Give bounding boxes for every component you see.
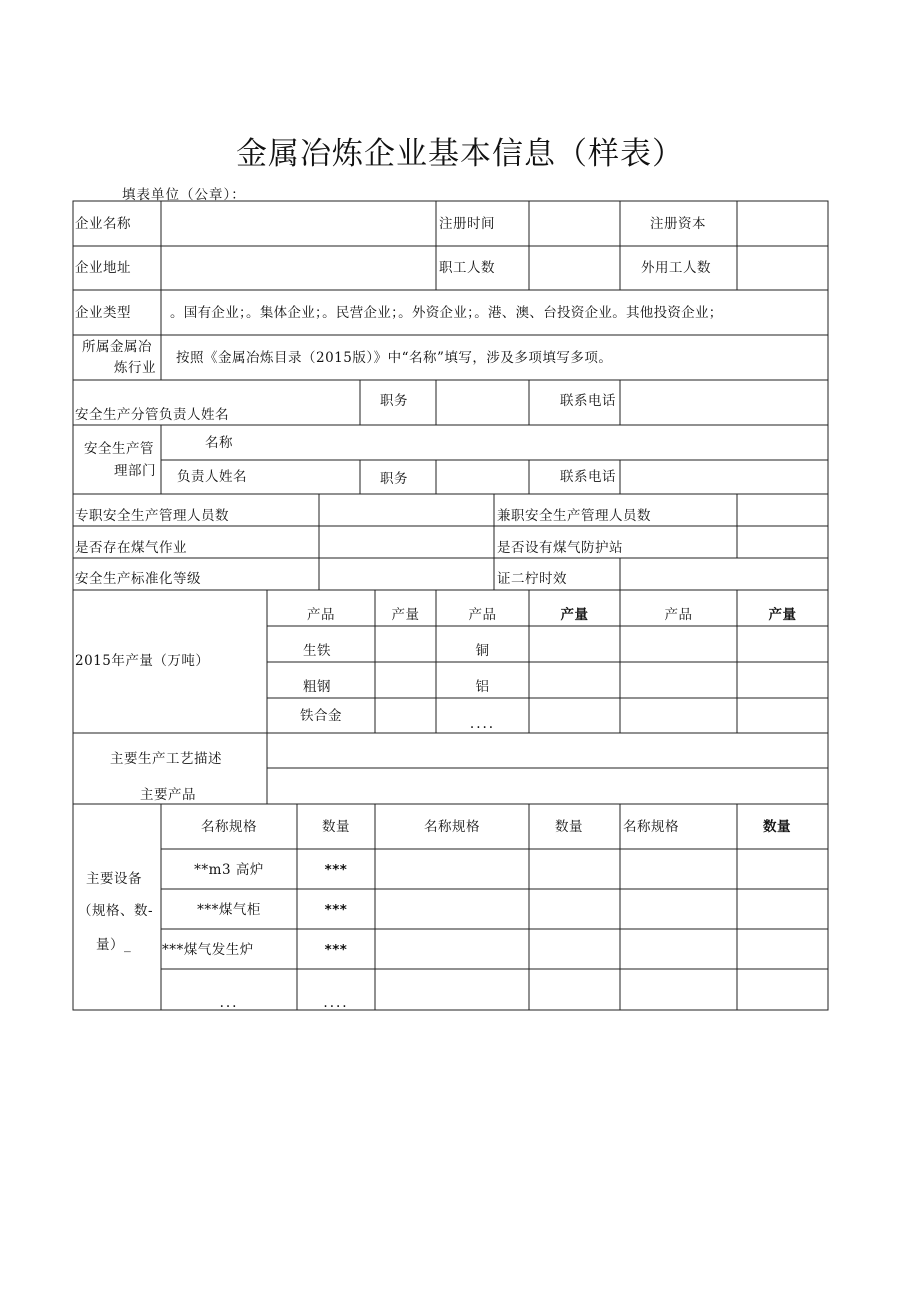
equip-item-more: ... [219,995,239,1011]
equip-header-qty-1: 数量 [322,819,350,835]
company-name-field[interactable] [162,202,435,245]
equip-header-spec-2: 名称规格 [424,819,480,835]
equip-header-qty-2: 数量 [555,819,583,835]
prod-item-more: .... [469,716,496,732]
gas-work-label: 是否存在煤气作业 [75,540,187,556]
dept-head-name-label: 负责人姓名 [177,469,247,485]
safety-head-name-label: 安全生产分管负责人姓名 [75,407,229,423]
main-products-label: 主要产品 [140,787,196,803]
equip-qty-more: .... [323,995,349,1011]
equip-item-gas-holder: ***煤气柜 [197,902,261,918]
process-description-label: 主要生产工艺描述 [110,751,222,767]
equip-header-spec-3: 名称规格 [623,819,679,835]
industry-label-line2: 炼行业 [114,360,156,376]
staff-count-label: 职工人数 [439,260,495,276]
safety-head-position-label: 职务 [380,393,408,409]
equipment-label-line2: （规格、数- [78,903,154,919]
main-products-field[interactable] [268,769,827,803]
prod-item-pig-iron: 生铁 [303,643,331,659]
parttime-safety-staff-label: 兼职安全生产管理人员数 [497,508,651,524]
company-address-label: 企业地址 [75,260,131,276]
prod-item-aluminum: 铝 [475,679,490,695]
dept-head-phone-label: 联系电话 [560,469,616,485]
prod-header-output-2: 产量 [560,607,589,623]
safety-head-phone-label: 联系电话 [560,393,616,409]
dept-head-position-label: 职务 [380,471,408,487]
equip-qty-gas-generator: *** [324,942,348,958]
standardization-level-label: 安全生产标准化等级 [75,571,201,587]
page-title: 金属冶炼企业基本信息（样表） [236,136,684,172]
equip-qty-gas-holder: *** [324,902,348,918]
equipment-label-line1: 主要设备 [86,871,142,887]
reg-time-label: 注册时间 [439,216,495,232]
prod-item-ferroalloy: 铁合金 [300,708,342,724]
prod-header-output-1: 产量 [391,607,420,623]
prod-header-product-2: 产品 [468,607,497,623]
company-address-field[interactable] [162,247,435,289]
outsourced-staff-label: 外用工人数 [641,260,711,276]
reg-time-field[interactable] [530,202,619,245]
safety-head-position-field[interactable] [437,381,528,424]
prod-item-copper: 铜 [475,643,490,659]
safety-dept-label-line2: 理部门 [114,463,156,479]
reg-capital-field[interactable] [738,202,827,245]
staff-count-field[interactable] [530,247,619,289]
prod-header-product-3: 产品 [664,607,693,623]
equip-header-spec-1: 名称规格 [201,819,257,835]
equip-qty-blast-furnace: *** [324,862,348,878]
equip-item-gas-generator: ***煤气发生炉 [162,942,254,958]
outsourced-staff-field[interactable] [738,247,827,289]
fill-unit-label: 填表单位（公章）： [122,187,246,203]
equip-header-qty-3: 数量 [763,819,791,835]
cert-validity-label: 证二柠时效 [497,571,567,587]
company-type-options[interactable]: 。国有企业；。集体企业；。民营企业；。外资企业；。港、澳、台投资企业。其他投资企业； [170,305,723,321]
dept-name-label: 名称 [205,435,233,451]
company-name-label: 企业名称 [75,216,131,232]
fulltime-safety-staff-label: 专职安全生产管理人员数 [75,508,229,524]
industry-label-line1: 所属金属冶 [82,339,152,355]
process-description-field[interactable] [268,734,827,767]
production-2015-label: 2015年产量（万吨） [75,653,210,669]
safety-dept-label-line1: 安全生产管 [84,441,154,457]
industry-note: 按照《金属冶炼目录（2015版）》中“名称”填写，涉及多项填写多项。 [176,350,613,366]
gas-station-label: 是否设有煤气防护站 [497,540,623,556]
equip-item-blast-furnace: **m3 高炉 [194,862,264,878]
prod-item-crude-steel: 粗钢 [303,679,331,695]
prod-header-product-1: 产品 [307,607,335,623]
company-type-label: 企业类型 [75,305,131,321]
reg-capital-label: 注册资本 [650,216,706,232]
equipment-label-line3: 量）_ [96,937,132,953]
prod-header-output-3: 产量 [768,607,797,623]
safety-head-phone-field[interactable] [621,381,827,424]
